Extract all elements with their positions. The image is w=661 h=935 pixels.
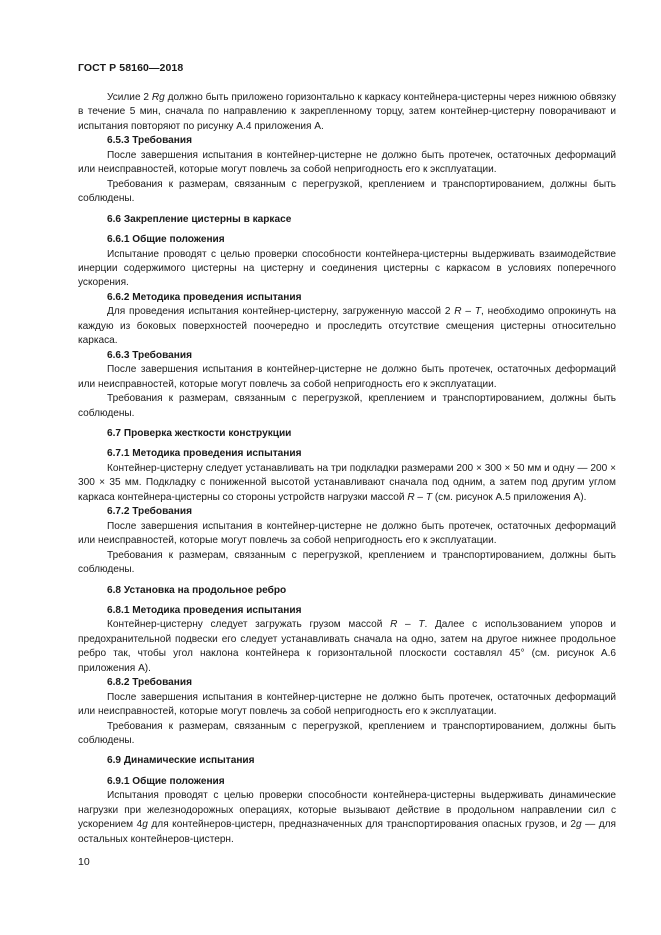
section-heading: 6.6.3 Требования: [107, 349, 192, 361]
section-heading: 6.5.3 Требования: [107, 135, 192, 147]
section-heading: 6.8.2 Требования: [107, 677, 192, 689]
paragraph: Контейнер-цистерну следует загружать грузом массой R – T. Далее с использованием упоров и предохранительной подвески его следует устанавливать сначала на одно, затем на другое нижнее продольное ребро так, чтобы угол наклона контейнера к горизонтальной плоскости составлял 45° (см. рисунок А.6 приложения А).: [78, 619, 616, 674]
section-heading: 6.9 Динамические испытания: [107, 755, 255, 767]
document-body: [78, 91, 616, 847]
paragraph: Требования к размерам, связанным с перегрузкой, креплением и транспортированием, должны быть соблюдены.: [78, 549, 616, 576]
paragraph: Испытания проводят с целью проверки способности контейнера-цистерны выдерживать динамические нагрузки при железнодорожных операциях, которые вызывают действие в продольном направлении сил с ускорением 4g для контейнеров-цистерн, предназначенных для транспортирования опасных грузов, и 2g — для остальных контейнеров-цистерн.: [78, 790, 616, 845]
paragraph: После завершения испытания в контейнер-цистерне не должно быть протечек, остаточных деформаций или неисправностей, которые могут повлечь за собой непригодность его к эксплуатации.: [78, 520, 616, 547]
paragraph: После завершения испытания в контейнер-цистерне не должно быть протечек, остаточных деформаций или неисправностей, которые могут повлечь за собой непригодность его к эксплуатации.: [78, 149, 616, 176]
paragraph: Контейнер-цистерну следует устанавливать на три подкладки размерами 200 × 300 × 50 мм и одну — 200 × 300 × 35 мм. Подкладку с пониженной высотой устанавливают сначала под одним, а затем под другим углом каркаса контейнера-цистерны со стороны устройств нагрузки массой R – T (см. рисунок А.5 приложения А).: [78, 462, 616, 503]
section-heading: 6.8 Установка на продольное ребро: [107, 584, 287, 596]
section-heading: 6.7 Проверка жесткости конструкции: [107, 427, 292, 439]
section-heading: 6.6 Закрепление цистерны в каркасе: [107, 213, 292, 225]
section-heading: 6.9.1 Общие положения: [107, 775, 225, 787]
document-code: ГОСТ Р 58160—2018: [78, 62, 184, 74]
paragraph: После завершения испытания в контейнер-цистерне не должно быть протечек, остаточных деформаций или неисправностей, которые могут повлечь за собой непригодность его к эксплуатации.: [78, 364, 616, 390]
section-heading: 6.8.1 Методика проведения испытания: [107, 604, 302, 616]
section-heading: 6.7.1 Методика проведения испытания: [107, 448, 302, 460]
paragraph: Усилие 2 Rg должно быть приложено горизонтально к каркасу контейнера-цистерны через нижнюю обвязку в течение 5 мин, сначала по направлению к закрепленному торцу, затем контейнер-цистерну поворачивают и испытания повторяют по рисунку А.4 приложения А.: [78, 92, 617, 132]
page-number: 10: [78, 856, 90, 868]
paragraph: Требования к размерам, связанным с перегрузкой, креплением и транспортированием, должны быть соблюдены.: [78, 393, 616, 419]
paragraph: Испытание проводят с целью проверки способности контейнера-цистерны выдерживать взаимодействие инерции содержимого цистерны на цистерну и соединения цистерны с каркасом в условиях поперечного ускорения.: [78, 248, 616, 289]
paragraph: Требования к размерам, связанным с перегрузкой, креплением и транспортированием, должны быть соблюдены.: [78, 178, 616, 205]
paragraph: Для проведения испытания контейнер-цистерну, загруженную массой 2 R – T, необходимо опрокинуть на каждую из боковых поверхностей поочередно и проследить отсутствие смещения цистерны относительно каркаса.: [78, 306, 616, 347]
paragraph: После завершения испытания в контейнер-цистерне не должно быть протечек, остаточных деформаций или неисправностей, которые могут повлечь за собой непригодность его к эксплуатации.: [78, 691, 616, 718]
paragraph: Требования к размерам, связанным с перегрузкой, креплением и транспортированием, должны быть соблюдены.: [78, 720, 616, 747]
section-heading: 6.6.1 Общие положения: [107, 234, 225, 246]
section-heading: 6.6.2 Методика проведения испытания: [107, 291, 302, 303]
section-heading: 6.7.2 Требования: [107, 506, 192, 518]
